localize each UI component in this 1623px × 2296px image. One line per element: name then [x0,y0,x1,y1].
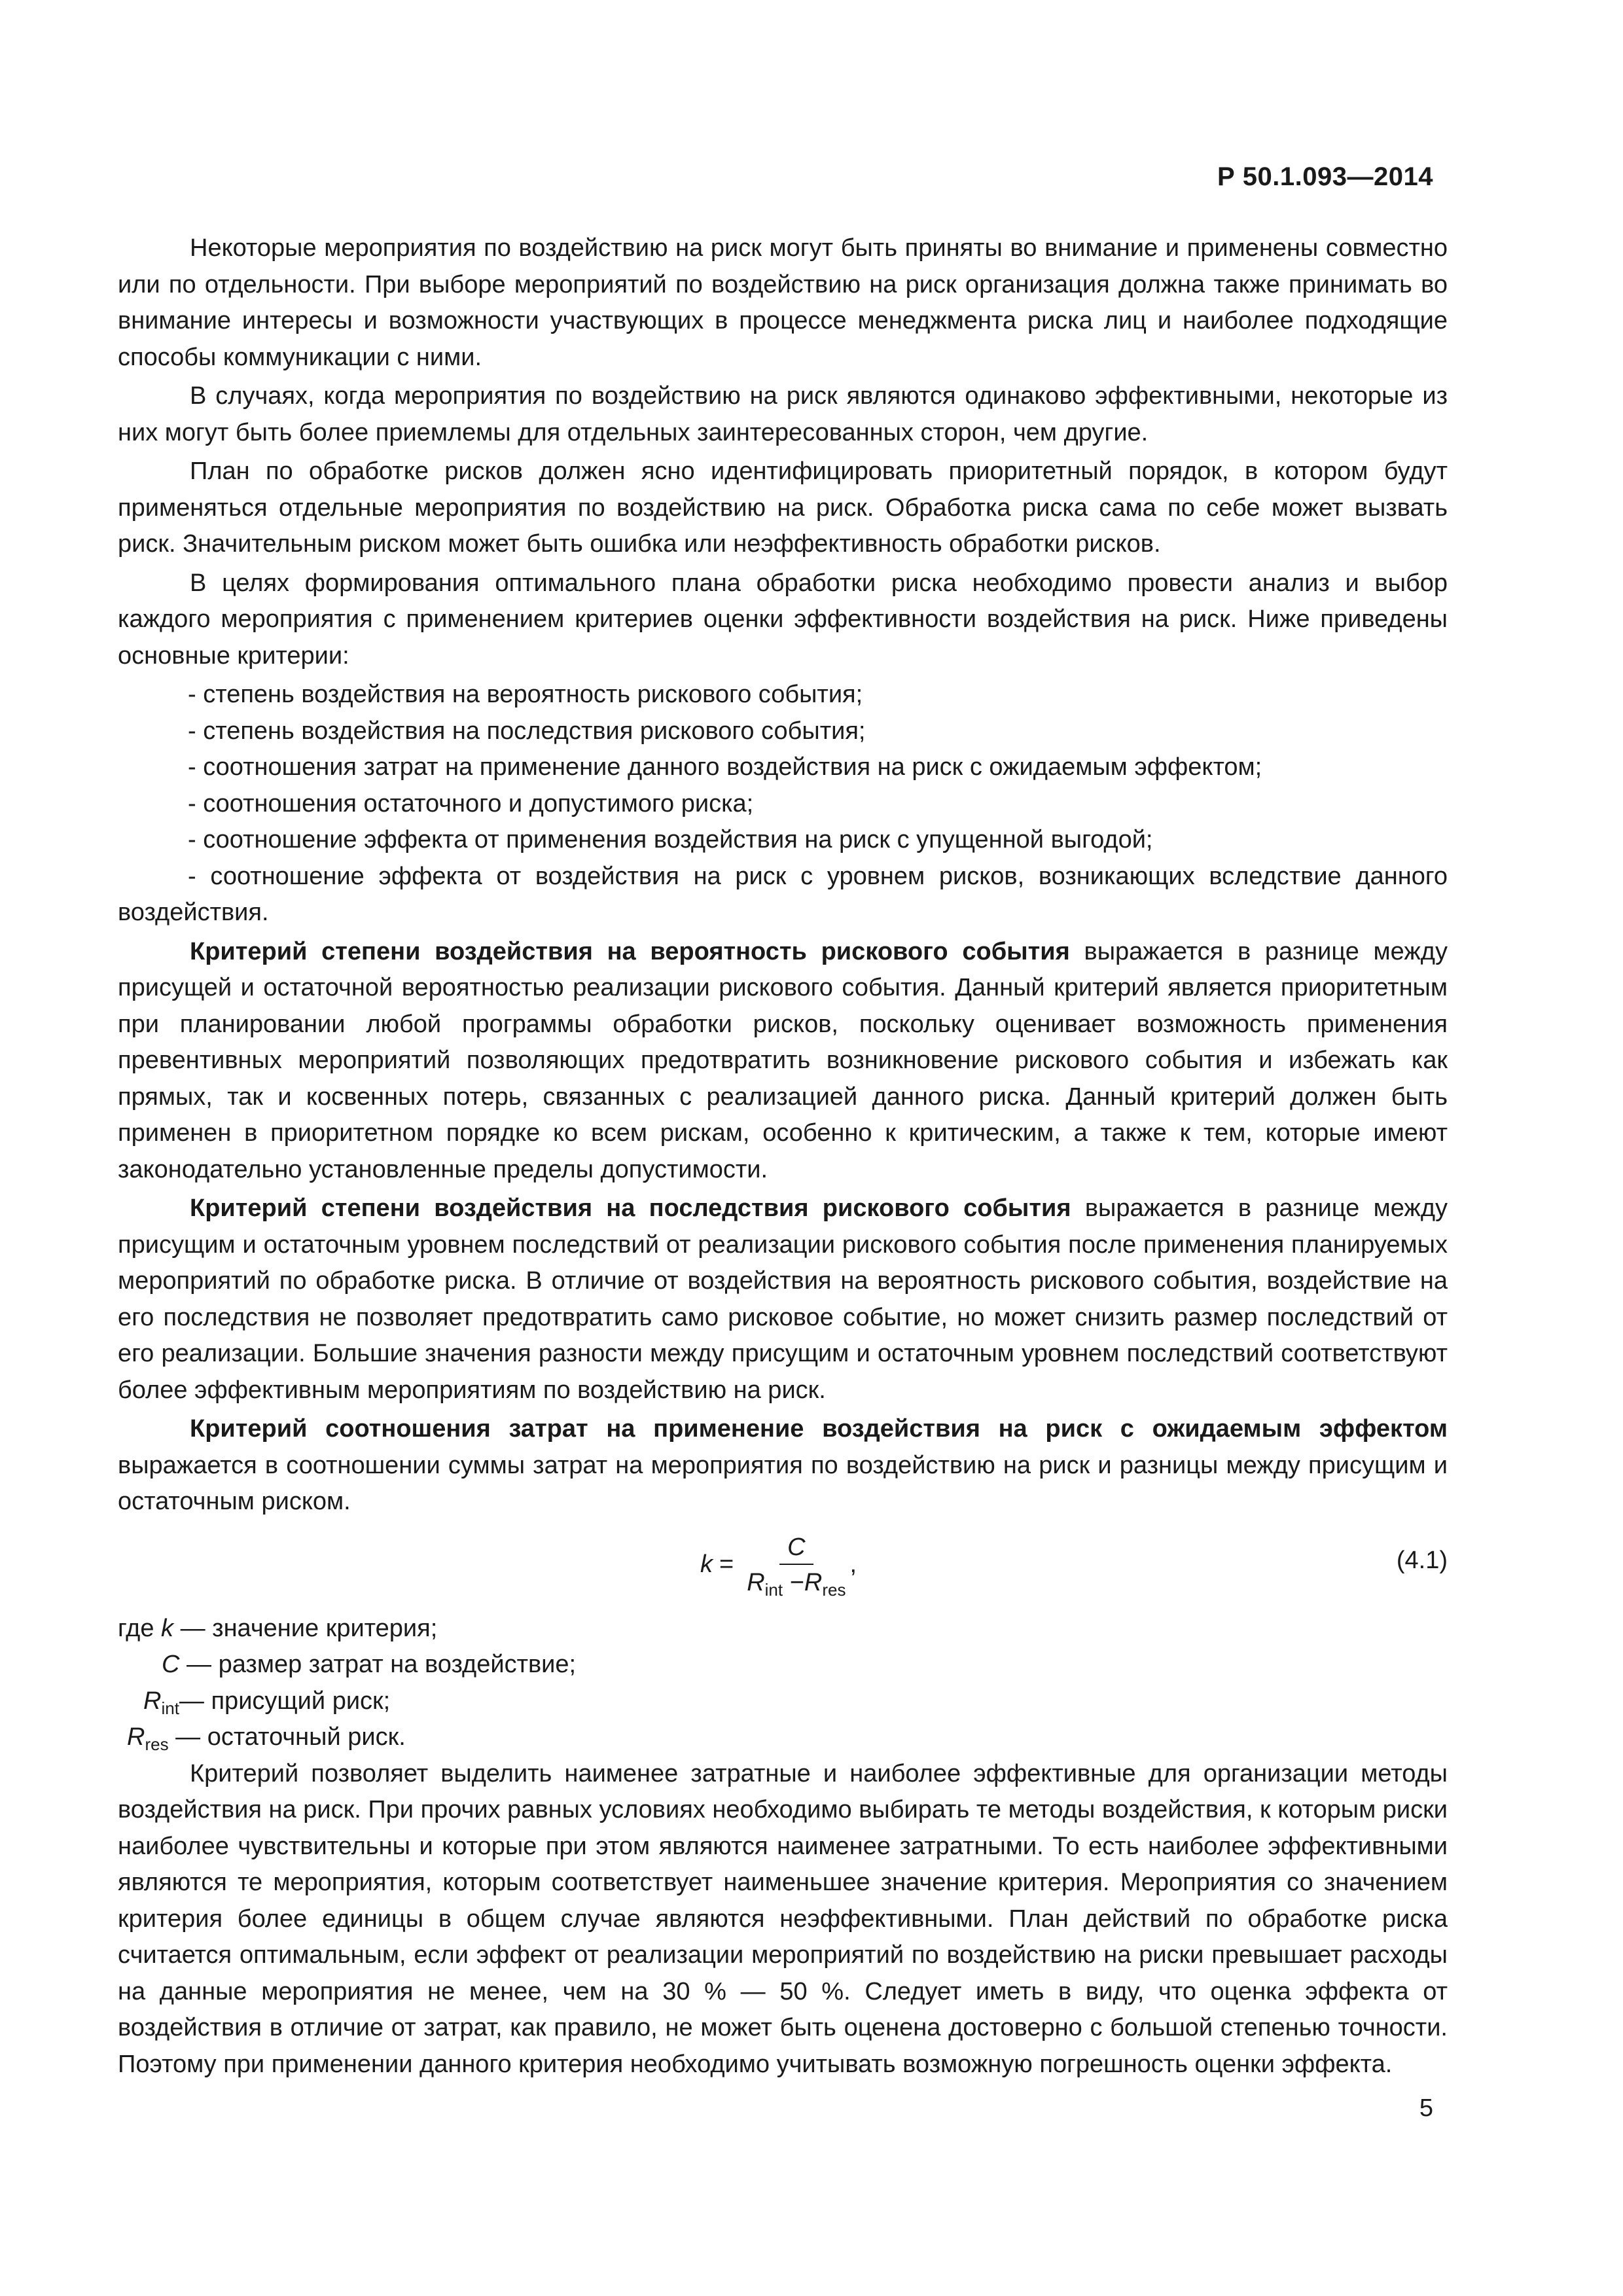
document-body [118,230,1448,2085]
page-number: 5 [1419,2094,1433,2122]
legend-text: — значение критерия; [173,1614,438,1642]
criterion-title: Критерий степени воздействия на вероятность рискового события [190,937,1070,965]
criterion-paragraph [118,934,1448,1189]
document-code: Р 50.1.093—2014 [1217,162,1433,191]
formula-legend [118,1611,1448,1756]
paragraph: План по обработке рисков должен ясно идентифицировать приоритетный порядок, в котором будут применяться отдельные мероприятия по воздействию на риск. Обработка риска сама по себе может вызвать риск. Значительным риском может быть ошибка или неэффективность обработки рисков. [118,457,1448,558]
legend-item [118,1647,1448,1683]
legend-symbol: R [127,1723,145,1751]
list-item: - соотношение эффекта от применения воздействия на риск с упущенной выгодой; [188,826,1153,853]
paragraph: Некоторые мероприятия по воздействию на риск могут быть приняты во внимание и применены совместно или по отдельности. При выборе мероприятий по воздействию на риск организация должна также принимать во внимание интересы и возможности участвующих в процессе менеджмента риска лиц и наиболее подходящие способы коммуникации с ними. [118,234,1448,371]
criterion-text: выражается в соотношении суммы затрат на мероприятия по воздействию на риск и разницы между присущим и остаточным риском. [118,1451,1448,1515]
legend-subscript: int [161,1698,179,1718]
paragraph: В случаях, когда мероприятия по воздействию на риск являются одинаково эффективными, некоторые из них могут быть более приемлемы для отдельных заинтересованных сторон, чем другие. [118,382,1448,446]
paragraph: В целях формирования оптимального плана обработки риска необходимо провести анализ и выбор каждого мероприятия с применением критериев оценки эффективности воздействия на риск. Ниже приведены основные критерии: [118,569,1448,670]
legend-item [118,1719,1448,1756]
criterion-text: выражается в разнице между присущей и остаточной вероятностью реализации рискового события. Данный критерий является приоритетным при планировании любой программы обработки рисков, поскольку оценивает возможность применения превентивных мероприятий позволяющих предотвратить возникновение рискового события и избежать как прямых, так и косвенных потерь, связанных с реализацией данного риска. Данный критерий должен быть применен в приоритетном порядке ко всем рискам, особенно к критическим, а также к тем, которые имеют законодательно установленные пределы допустимости. [118,937,1448,1183]
formula-block [118,1523,1448,1608]
legend-prefix: где [118,1614,162,1642]
legend-text: — остаточный риск. [168,1723,406,1751]
legend-item [118,1683,1448,1720]
criterion-title: Критерий степени воздействия на последствия рискового события [190,1194,1071,1222]
formula-minus: − [789,1568,804,1596]
formula-fraction [743,1532,849,1598]
formula-subscript: res [822,1579,846,1600]
legend-text: — размер затрат на воздействие; [179,1651,577,1678]
list-item: - соотношения затрат на применение данного воздействия на риск с ожидаемым эффектом; [188,753,1262,781]
formula-equals: = [719,1550,734,1578]
criterion-paragraph [118,1411,1448,1520]
criterion-paragraph [118,1191,1448,1408]
legend-symbol: C [162,1651,180,1678]
formula-comma: , [849,1550,857,1578]
list-item: - степень воздействия на вероятность рискового события; [188,681,863,708]
formula-subscript: int [764,1579,783,1600]
legend-text: — присущий риск; [179,1687,391,1715]
paragraph: Критерий позволяет выделить наименее затратные и наиболее эффективные для организации методы воздействия на риск. При прочих равных условиях необходимо выбирать те методы воздействия, к которым риски наиболее чувствительны и которые при этом являются наименее затратными. То есть наиболее эффективными являются те мероприятия, которым соответствует наименьшее значение критерия. Мероприятия со значением критерия более единицы в общем случае являются неэффективными. План действий по обработке риска считается оптимальным, если эффект от реализации мероприятий по воздействию на риски превышает расходы на данные мероприятия не менее, чем на 30 % — 50 %. Следует иметь в виду, что оценка эффекта от воздействия в отличие от затрат, как правило, не может быть оценена достоверно с большой степенью точности. Поэтому при применении данного критерия необходимо учитывать возможную погрешность оценки эффекта. [118,1759,1448,2078]
list-item: - степень воздействия на последствия рискового события; [188,717,866,745]
formula-symbol: R [804,1568,823,1596]
criterion-title: Критерий соотношения затрат на применение воздействия на риск с ожидаемым эффектом [190,1415,1448,1443]
formula-number: (4.1) [1396,1546,1448,1574]
legend-symbol: k [161,1614,174,1642]
legend-subscript: res [145,1734,169,1754]
legend-symbol: R [143,1687,162,1715]
formula [700,1532,857,1598]
formula-lhs: k [700,1550,713,1578]
legend-item [118,1611,1448,1647]
list-item: - соотношение эффекта от воздействия на риск с уровнем рисков, возникающих вследствие данного воздействия. [118,862,1448,926]
formula-symbol: R [747,1568,765,1596]
criterion-text: выражается в разнице между присущим и остаточным уровнем последствий от реализации рискового события после применения планируемых мероприятий по обработке риска. В отличие от воздействия на вероятность рискового события, воздействие на его последствия не позволяет предотвратить само рисковое событие, но может снизить размер последствий от его реализации. Большие значения разности между присущим и остаточным уровнем последствий соответствуют более эффективным мероприятиям по воздействию на риск. [118,1194,1448,1404]
list-item: - соотношения остаточного и допустимого риска; [188,789,754,817]
formula-numerator: C [779,1532,813,1565]
formula-denominator [743,1565,849,1598]
